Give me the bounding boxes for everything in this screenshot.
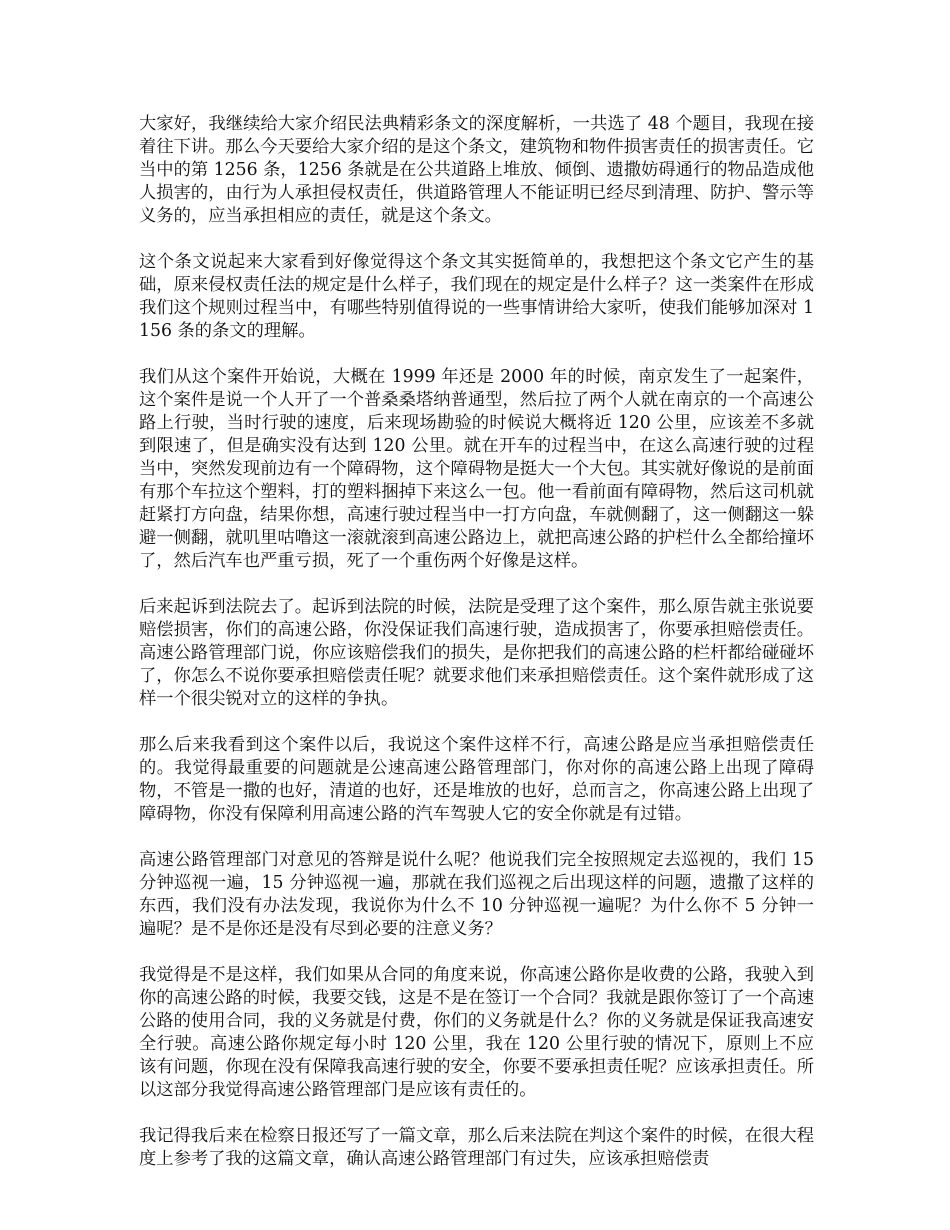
document-body: [139, 113, 814, 1194]
paragraph-1: 大家好，我继续给大家介绍民法典精彩条文的深度解析，一共选了 48 个题目，我现在接着往下讲。那么今天要给大家介绍的是这个条文，建筑物和物件损害责任的损害责任。它当中的第 1256 条，1256 条就是在公共道路上堆放、倾倒、遗撒妨碍通行的物品造成他人损害的，由行为人承担侵权责任，供道路管理人不能证明已经尽到清理、防护、警示等义务的，应当承担相应的责任，就是这个条文。: [139, 114, 814, 226]
paragraph-8: 我记得我后来在检察日报还写了一篇文章，那么后来法院在判这个案件的时候，在很大程度上参考了我的这篇文章，确认高速公路管理部门有过失，应该承担赔偿责: [139, 1126, 814, 1169]
paragraph-2: 这个条文说起来大家看到好像觉得这个条文其实挺简单的，我想把这个条文它产生的基础，原来侵权责任法的规定是什么样子，我们现在的规定是什么样子？这一类案件在形成我们这个规则过程当中，有哪些特别值得说的一些事情讲给大家听，使我们能够加深对 1156 条的条文的理解。: [139, 252, 814, 341]
paragraph-3: 我们从这个案件开始说，大概在 1999 年还是 2000 年的时候，南京发生了一起案件，这个案件是说一个人开了一个普桑桑塔纳普通型，然后拉了两个人就在南京的一个高速公路上行驶，当时行驶的速度，后来现场勘验的时候说大概将近 120 公里，应该差不多就到限速了，但是确实没有达到 120 公里。就在开车的过程当中，在这么高速行驶的过程当中，突然发现前边有一个障碍物，这个障碍物是挺大一个大包。其实就好像说的是前面有那个车拉这个塑料，打的塑料捆掉下来这么一包。他一看前面有障碍物，然后这司机就赶紧打方向盘，结果你想，高速行驶过程当中一打方向盘，车就侧翻了，这一侧翻这一躲避一侧翻，就叽里咕噜这一滚就滚到高速公路边上，就把高速公路的护栏什么全都给撞坏了，然后汽车也严重亏损，死了一个重伤两个好像是这样。: [139, 367, 814, 571]
paragraph-7: 我觉得是不是这样，我们如果从合同的角度来说，你高速公路你是收费的公路，我驶入到你的高速公路的时候，我要交钱，这是不是在签订一个合同？我就是跟你签订了一个高速公路的使用合同，我的义务就是付费，你们的义务就是什么？你的义务就是保证我高速安全行驶。高速公路你规定每小时 120 公里，我在 120 公里行驶的情况下，原则上不应该有问题，你现在没有保障我高速行驶的安全，你要不要承担责任呢？应该承担责任。所以这部分我觉得高速公路管理部门是应该有责任的。: [139, 965, 814, 1100]
paragraph-5: 那么后来我看到这个案件以后，我说这个案件这样不行，高速公路是应当承担赔偿责任的。我觉得最重要的问题就是公速高速公路管理部门，你对你的高速公路上出现了障碍物，不管是一撒的也好，清道的也好，还是堆放的也好，总而言之，你高速公路上出现了障碍物，你没有保障利用高速公路的汽车驾驶人它的安全你就是有过错。: [139, 735, 814, 824]
paragraph-6: 高速公路管理部门对意见的答辩是说什么呢？他说我们完全按照规定去巡视的，我们 15 分钟巡视一遍，15 分钟巡视一遍，那就在我们巡视之后出现这样的问题，遗撒了这样的东西，我们没有办法发现，我说你为什么不 10 分钟巡视一遍呢？为什么你不 5 分钟一遍呢？是不是你还是没有尽到必要的注意义务？: [139, 850, 814, 939]
paragraph-4: 后来起诉到法院去了。起诉到法院的时候，法院是受理了这个案件，那么原告就主张说要赔偿损害，你们的高速公路，你没保证我们高速行驶，造成损害了，你要承担赔偿责任。高速公路管理部门说，你应该赔偿我们的损失，是你把我们的高速公路的栏杆都给碰碰坏了，你怎么不说你要承担赔偿责任呢？就要求他们来承担赔偿责任。这个案件就形成了这样一个很尖锐对立的这样的争执。: [139, 597, 814, 709]
